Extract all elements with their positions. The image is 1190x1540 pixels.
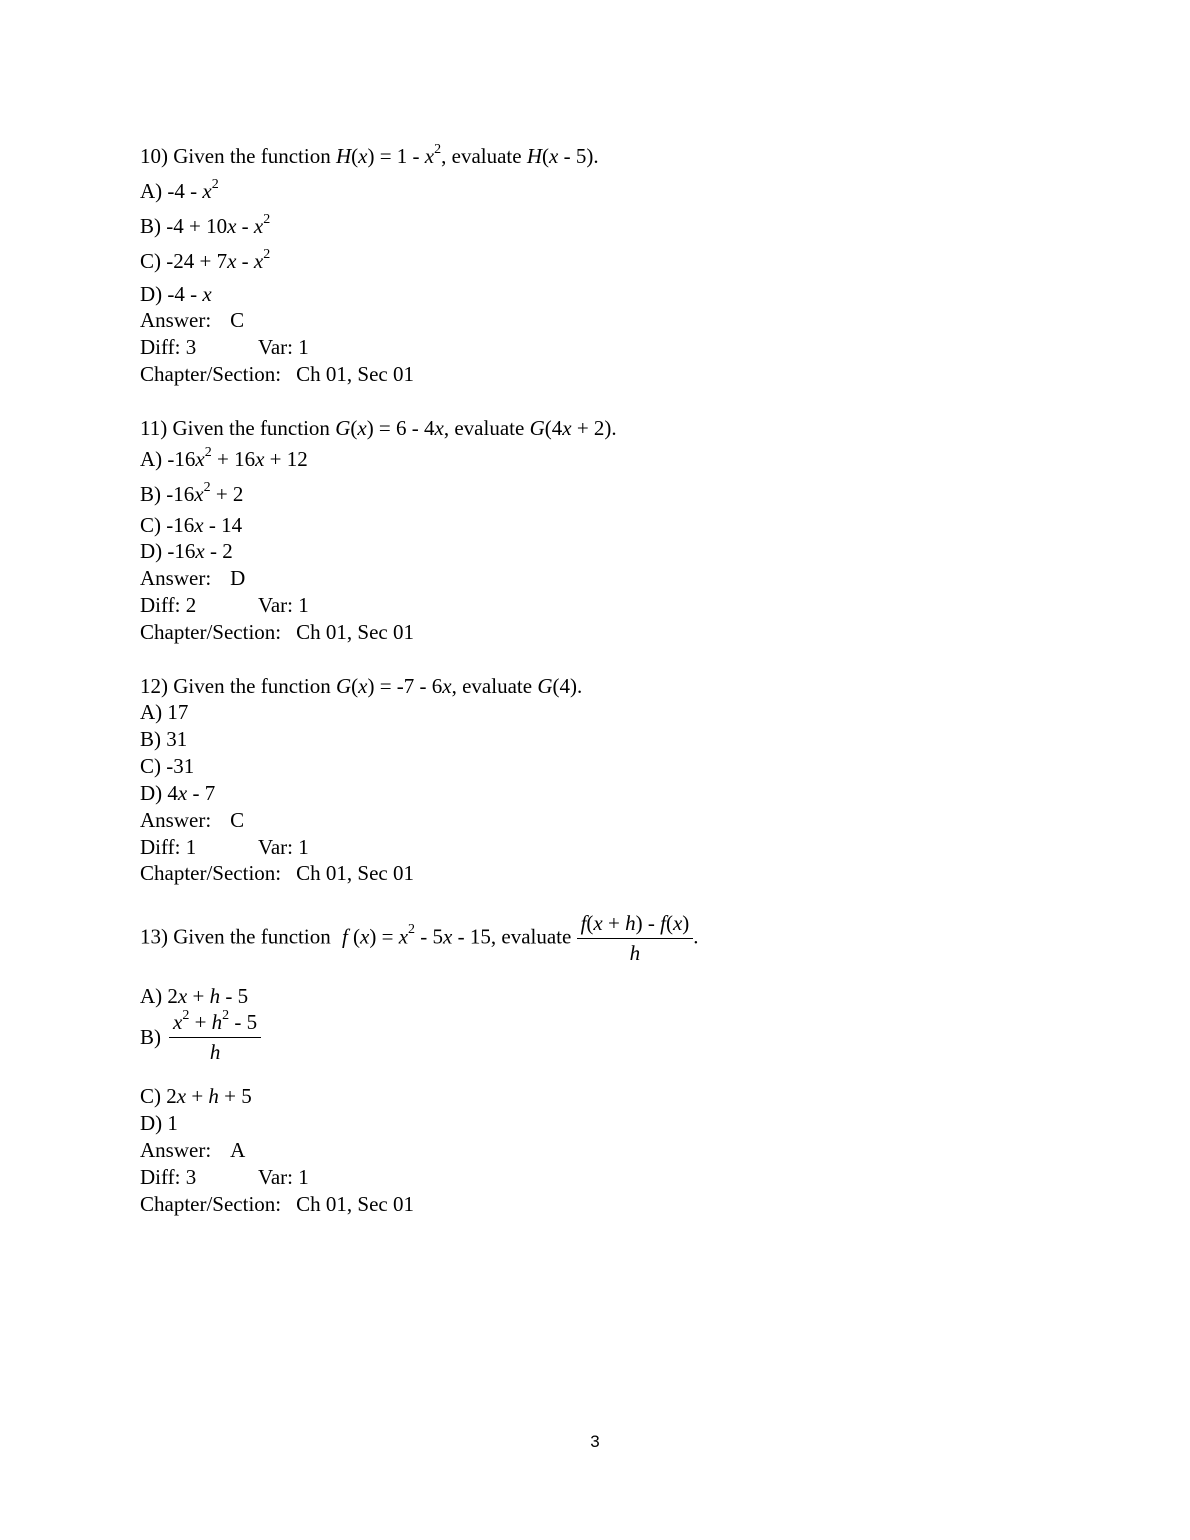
q12-difficulty: Diff: 1 Var: 1 <box>140 835 309 859</box>
q11-option-b: B) $-16x^2 + 2$ <box>140 480 244 506</box>
q10-section: Chapter/Section: Ch 01, Sec 01 <box>140 362 414 386</box>
q10-option-d: D) -4 - x <box>140 282 212 306</box>
q12-section: Chapter/Section: Ch 01, Sec 01 <box>140 861 414 885</box>
q13-option-d: D) 1 <box>140 1111 178 1135</box>
q11-option-a: A) $-16x^2 + 16x + 12$ <box>140 445 308 471</box>
page-number: 3 <box>590 1432 600 1451</box>
q10-stem: 10) Given the function $H(x) = 1 - x^2$, evaluate H(x - 5). <box>140 142 599 168</box>
q11-option-d: D) -16x - 2 <box>140 539 233 563</box>
q12-stem: 12) Given the function G(x) = -7 - 6x, evaluate G(4). <box>140 674 583 698</box>
q11-stem: 11) Given the function G(x) = 6 - 4x, evaluate G(4x + 2). <box>140 416 617 440</box>
q12-option-a: A) 17 <box>140 700 189 724</box>
q12-answer: Answer: C <box>140 808 245 832</box>
q13-answer: Answer: A <box>140 1138 246 1162</box>
q11-difficulty: Diff: 2 Var: 1 <box>140 593 309 617</box>
q11-section: Chapter/Section: Ch 01, Sec 01 <box>140 620 414 644</box>
q10-answer: Answer: C <box>140 308 245 332</box>
q10-option-c: C) $-24 + 7x - x^2$ <box>140 247 271 273</box>
q10-option-a: A) $-4 - x^2$ <box>140 177 219 203</box>
q12-option-d: D) 4x - 7 <box>140 781 216 805</box>
q13-stem: 13) Given the function f $(x) = x^2 - 5x - 15$, evaluate $\frac{f(x + h) - f(x)}{h}$ . <box>140 911 699 965</box>
q11-answer: Answer: D <box>140 566 246 590</box>
q13-difficulty: Diff: 3 Var: 1 <box>140 1165 309 1189</box>
q12-option-b: B) 31 <box>140 727 188 751</box>
q10-option-b: B) $-4 + 10x - x^2$ <box>140 212 271 238</box>
q11-option-c: C) -16x - 14 <box>140 513 243 537</box>
q12-option-c: C) -31 <box>140 754 195 778</box>
q13-option-c: C) 2x + h + 5 <box>140 1084 252 1108</box>
q13-difference-quotient: $\frac{f(x + h) - f(x)}{h}$ <box>577 913 694 964</box>
q13-section: Chapter/Section: Ch 01, Sec 01 <box>140 1192 414 1216</box>
q13-option-a: A) 2x + h - 5 <box>140 984 249 1008</box>
q10-difficulty: Diff: 3 Var: 1 <box>140 335 309 359</box>
q13-option-b: B) $\frac{x^2 + h^2 - 5}{h}$ <box>140 1012 261 1063</box>
